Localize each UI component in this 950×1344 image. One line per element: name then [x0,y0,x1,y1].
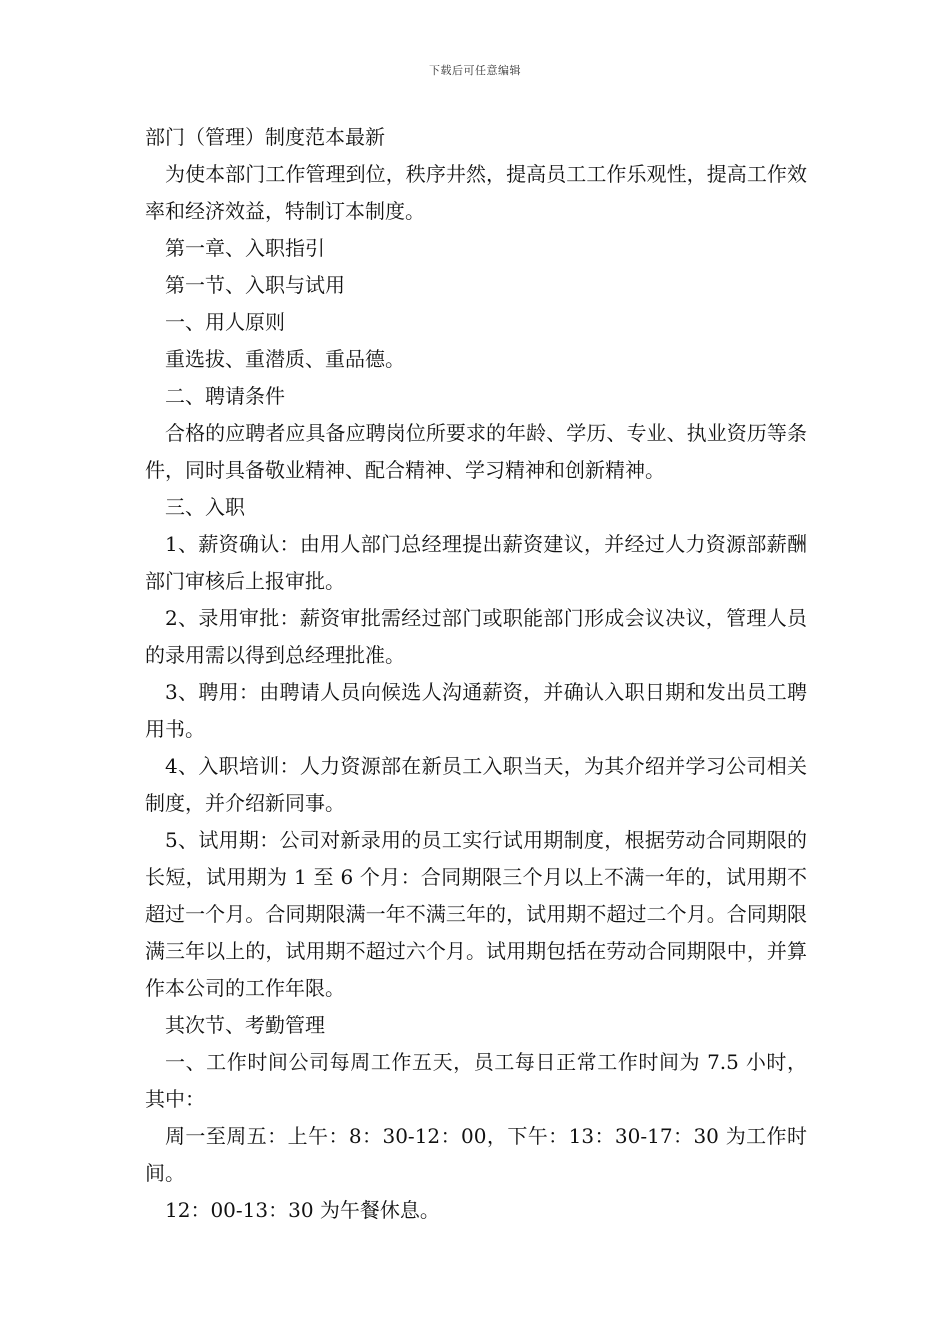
list-item: 3、聘用：由聘请人员向候选人沟通薪资，并确认入职日期和发出员工聘用书。 [145,680,807,741]
chapter-heading: 第一章、入职指引 [165,236,325,260]
subsection-heading: 二、聘请条件 [165,384,285,408]
section-heading: 第一节、入职与试用 [165,273,345,297]
section-heading: 其次节、考勤管理 [165,1013,325,1037]
paragraph: 合格的应聘者应具备应聘岗位所要求的年龄、学历、专业、执业资历等条件，同时具备敬业精神、配合精神、学习精神和创新精神。 [145,421,807,482]
subsection-heading: 一、用人原则 [165,310,285,334]
paragraph: 周一至周五：上午：8：30-12：00，下午：13：30-17：30 为工作时间。 [145,1124,807,1185]
list-item: 1、薪资确认：由用人部门总经理提出薪资建议，并经过人力资源部薪酬部门审核后上报审批。 [145,532,807,593]
document-body [145,119,807,1229]
paragraph: 重选拔、重潜质、重品德。 [165,347,405,371]
paragraph: 12：00-13：30 为午餐休息。 [165,1198,440,1222]
page-header: 下载后可任意编辑 [429,64,521,77]
intro-paragraph: 为使本部门工作管理到位，秩序井然，提高员工工作乐观性，提高工作效率和经济效益，特制订本制度。 [145,162,807,223]
paragraph: 一、工作时间公司每周工作五天，员工每日正常工作时间为 7.5 小时，其中： [145,1050,807,1111]
list-item: 4、入职培训：人力资源部在新员工入职当天，为其介绍并学习公司相关制度，并介绍新同事。 [145,754,807,815]
document-title: 部门（管理）制度范本最新 [145,125,385,149]
list-item: 2、录用审批：薪资审批需经过部门或职能部门形成会议决议，管理人员的录用需以得到总经理批准。 [145,606,807,667]
list-item: 5、试用期：公司对新录用的员工实行试用期制度，根据劳动合同期限的长短，试用期为 1 至 6 个月：合同期限三个月以上不满一年的，试用期不超过一个月。合同期限满一年不满三年的，试用期不超过二个月。合同期限满三年以上的，试用期不超过六个月。试用期包括在劳动合同期限中，并算作本公司的工作年限。 [145,828,807,1000]
subsection-heading: 三、入职 [165,495,245,519]
